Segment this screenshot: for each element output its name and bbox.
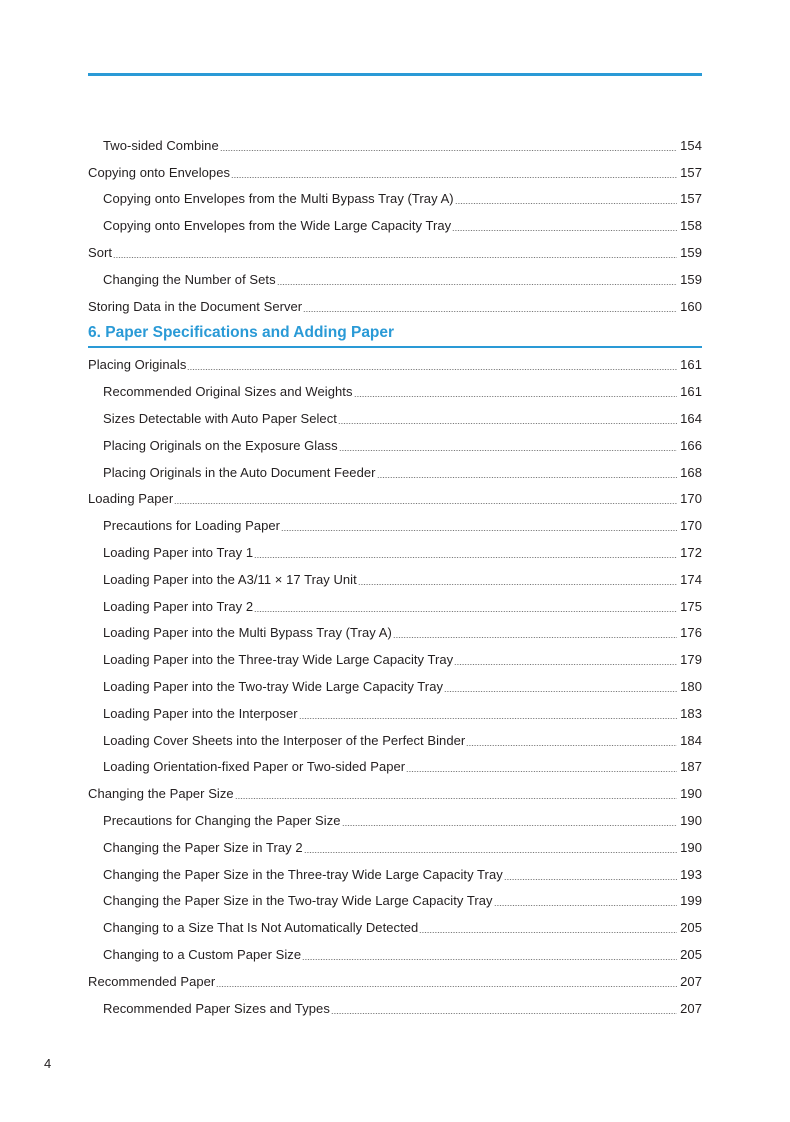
toc-entry[interactable] (88, 352, 702, 379)
toc-entry[interactable] (88, 968, 702, 995)
toc-entry[interactable] (88, 995, 702, 1022)
dot-leader (304, 842, 677, 854)
toc-entry[interactable] (88, 186, 702, 213)
toc-entry-label: Precautions for Changing the Paper Size (103, 813, 341, 829)
toc-entry-page: 199 (680, 893, 702, 909)
chapter-heading[interactable] (88, 320, 702, 348)
toc-entry-label: Loading Paper into Tray 2 (103, 598, 254, 614)
dot-leader (377, 467, 677, 479)
toc-entry-page: 193 (680, 866, 702, 882)
toc-entry[interactable] (88, 159, 702, 186)
toc-entry-label: Recommended Paper Sizes and Types (103, 1000, 330, 1016)
toc-entry-page: 159 (680, 245, 702, 261)
toc-entry-label: Changing the Paper Size in the Two-tray Wide Large Capacity Tray (103, 893, 493, 909)
toc-entry-label: Changing the Paper Size in Tray 2 (103, 839, 303, 855)
toc-entry-page: 168 (680, 464, 702, 480)
toc-entry-label: Copying onto Envelopes (88, 164, 231, 180)
toc-entry[interactable] (88, 780, 702, 807)
toc-entry-page: 161 (680, 357, 702, 373)
toc-entry[interactable] (88, 132, 702, 159)
dot-leader (444, 681, 677, 693)
toc-entry[interactable] (88, 593, 702, 620)
toc-entry-label: Loading Paper into the Two-tray Wide Large Capacity Tray (103, 679, 444, 695)
toc-entry-page: 172 (680, 545, 702, 561)
toc-entry[interactable] (88, 486, 702, 513)
toc-entry-page: 207 (680, 973, 702, 989)
dot-leader (174, 493, 677, 505)
toc-entry-label: Storing Data in the Document Server (88, 298, 303, 314)
toc-entry-page: 160 (680, 298, 702, 314)
dot-leader (281, 520, 677, 532)
toc-entry-page: 174 (680, 571, 702, 587)
toc-entry-label: Sizes Detectable with Auto Paper Select (103, 411, 337, 427)
dot-leader (406, 761, 677, 773)
dot-leader (302, 949, 677, 961)
toc-entry-page: 176 (680, 625, 702, 641)
toc-entry[interactable] (88, 266, 702, 293)
toc-entry[interactable] (88, 239, 702, 266)
toc-entry[interactable] (88, 405, 702, 432)
toc-entry-page: 157 (680, 164, 702, 180)
chapter-title: 6. Paper Specifications and Adding Paper (88, 323, 395, 341)
toc-entry[interactable] (88, 539, 702, 566)
dot-leader (220, 140, 677, 152)
toc-entry-label: Two-sided Combine (103, 137, 219, 153)
toc-entry-label: Loading Paper into Tray 1 (103, 545, 254, 561)
toc-entry-label: Loading Orientation-fixed Paper or Two-sided Paper (103, 759, 406, 775)
dot-leader (494, 895, 677, 907)
dot-leader (455, 193, 677, 205)
toc-entry[interactable] (88, 566, 702, 593)
toc-entry-page: 205 (680, 920, 702, 936)
dot-leader (338, 413, 677, 425)
dot-leader (299, 708, 677, 720)
dot-leader (254, 547, 677, 559)
toc-entry[interactable] (88, 512, 702, 539)
toc-entry-page: 190 (680, 813, 702, 829)
toc-entry-page: 183 (680, 705, 702, 721)
toc-entry-label: Copying onto Envelopes from the Wide Large Capacity Tray (103, 218, 452, 234)
dot-leader (393, 627, 677, 639)
toc-entry-page: 190 (680, 839, 702, 855)
toc-entry[interactable] (88, 212, 702, 239)
dot-leader (454, 654, 677, 666)
toc-entry-page: 161 (680, 384, 702, 400)
toc-entry-page: 158 (680, 218, 702, 234)
dot-leader (187, 359, 677, 371)
toc-entry-page: 190 (680, 786, 702, 802)
toc-entry-label: Changing the Paper Size (88, 786, 234, 802)
toc-entry[interactable] (88, 432, 702, 459)
toc-entry-label: Loading Paper into the Three-tray Wide Large Capacity Tray (103, 652, 454, 668)
dot-leader (452, 220, 677, 232)
toc-entry-label: Recommended Paper (88, 973, 216, 989)
dot-leader (358, 574, 677, 586)
toc-section-before (88, 132, 702, 320)
toc-entry[interactable] (88, 727, 702, 754)
toc-entry-label: Loading Paper (88, 491, 174, 507)
toc-entry-page: 159 (680, 271, 702, 287)
dot-leader (277, 274, 677, 286)
toc-entry[interactable] (88, 807, 702, 834)
dot-leader (504, 869, 677, 881)
header-rule (88, 73, 702, 76)
toc-entry[interactable] (88, 888, 702, 915)
dot-leader (235, 788, 677, 800)
toc-entry-page: 205 (680, 947, 702, 962)
toc-entry[interactable] (88, 646, 702, 673)
toc-entry-label: Placing Originals in the Auto Document Feeder (103, 464, 376, 480)
toc-entry-label: Placing Originals (88, 357, 187, 373)
toc-entry-label: Changing the Number of Sets (103, 271, 276, 287)
page-number: 4 (44, 1056, 52, 1071)
toc-entry-label: Changing to a Size That Is Not Automatically Detected (103, 920, 419, 936)
toc-entry-page: 157 (680, 191, 702, 207)
toc-entry[interactable] (88, 914, 702, 941)
toc-entry-page: 184 (680, 732, 702, 748)
dot-leader (339, 440, 677, 452)
toc-entry[interactable] (88, 700, 702, 727)
toc-entry-page: 175 (680, 598, 702, 614)
toc-entry-label: Recommended Original Sizes and Weights (103, 384, 353, 400)
dot-leader (216, 976, 677, 988)
toc-entry-label: Changing the Paper Size in the Three-tray Wide Large Capacity Tray (103, 866, 503, 882)
toc-entry-page: 154 (680, 137, 702, 153)
toc-entry[interactable] (88, 673, 702, 700)
dot-leader (231, 167, 677, 179)
toc-entry-label: Loading Paper into the A3/11 × 17 Tray Unit (103, 571, 357, 587)
toc-entry[interactable] (88, 459, 702, 486)
toc-entry-label: Changing to a Custom Paper Size (103, 947, 302, 962)
toc-entry-label: Loading Paper into the Multi Bypass Tray (Tray A) (103, 625, 392, 641)
toc-entry[interactable] (88, 834, 702, 861)
toc-entry[interactable] (88, 861, 702, 888)
toc-entry-page: 166 (680, 437, 702, 453)
dot-leader (419, 922, 677, 934)
dot-leader (254, 601, 677, 613)
toc-entry[interactable] (88, 941, 702, 968)
dot-leader (466, 735, 677, 747)
dot-leader (354, 386, 677, 398)
toc-entry-label: Precautions for Loading Paper (103, 518, 281, 534)
toc-section-after (88, 352, 702, 1022)
table-of-contents (88, 132, 702, 1022)
toc-entry-label: Placing Originals on the Exposure Glass (103, 437, 338, 453)
dot-leader (342, 815, 677, 827)
toc-entry[interactable] (88, 754, 702, 781)
toc-entry-page: 179 (680, 652, 702, 668)
toc-entry-label: Loading Paper into the Interposer (103, 705, 298, 721)
dot-leader (113, 247, 677, 259)
toc-entry-page: 180 (680, 679, 702, 695)
toc-entry[interactable] (88, 293, 702, 320)
dot-leader (331, 1003, 677, 1015)
toc-entry[interactable] (88, 378, 702, 405)
toc-entry-label: Sort (88, 245, 113, 261)
toc-entry-page: 170 (680, 518, 702, 534)
toc-entry-label: Copying onto Envelopes from the Multi Bypass Tray (Tray A) (103, 191, 454, 207)
dot-leader (303, 301, 677, 313)
toc-entry-page: 207 (680, 1000, 702, 1016)
toc-entry-page: 170 (680, 491, 702, 507)
toc-entry-label: Loading Cover Sheets into the Interposer of the Perfect Binder (103, 732, 466, 748)
toc-entry-page: 164 (680, 411, 702, 427)
toc-entry-page: 187 (680, 759, 702, 775)
toc-entry[interactable] (88, 620, 702, 647)
